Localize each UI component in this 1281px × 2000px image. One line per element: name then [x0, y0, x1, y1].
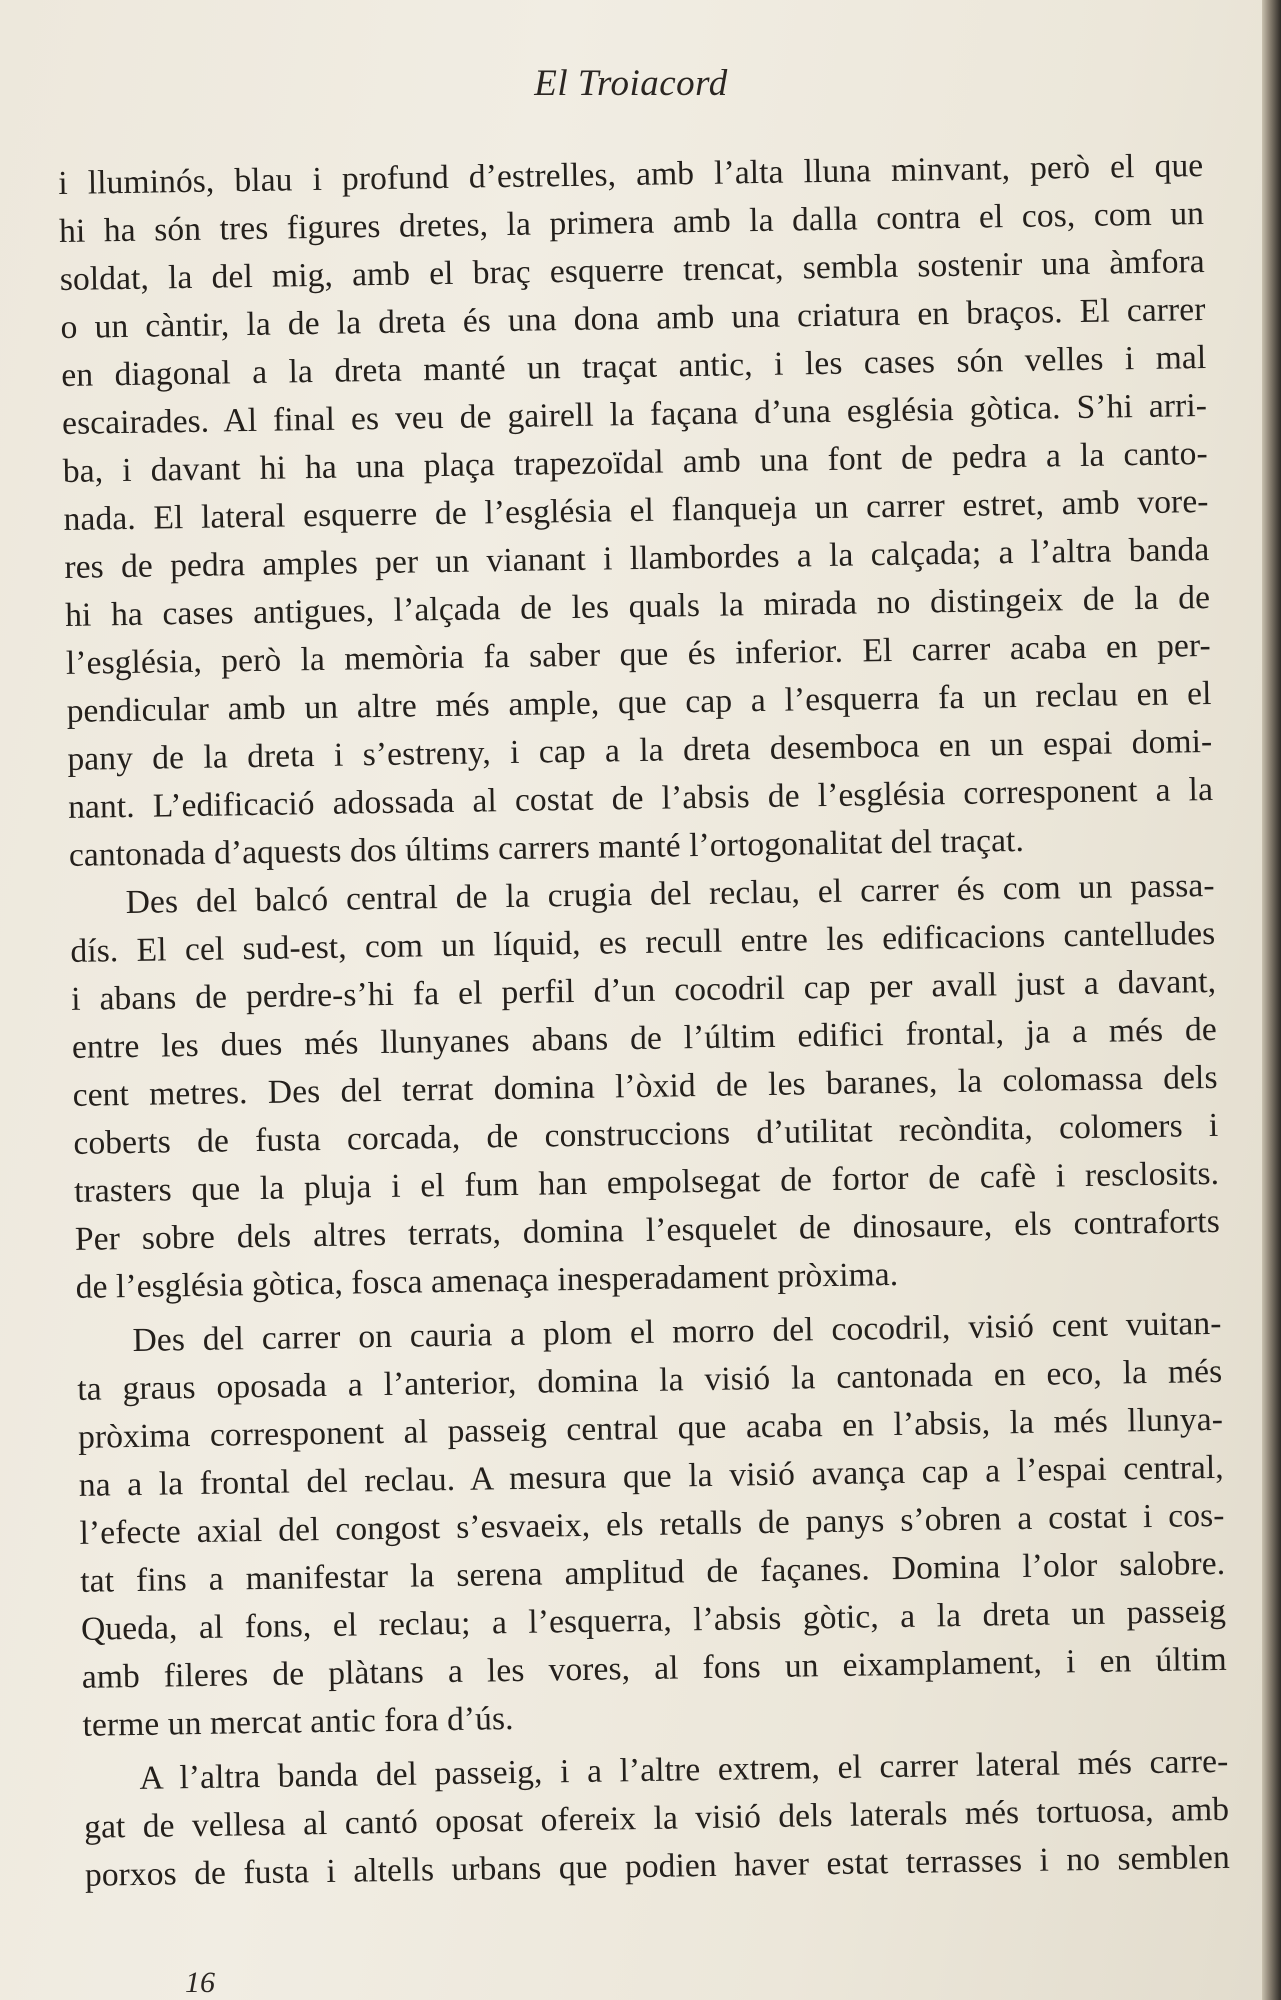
- running-head: El Troiacord: [534, 63, 728, 104]
- text-line: dís. El cel sud-est, com un líquid, es recull entre les edificacions cantelludes: [70, 914, 1216, 970]
- text-line: porxos de fusta i altells urbans que podien haver estat terrasses i no semblen: [84, 1838, 1231, 1894]
- text-line: l’església, però la memòria fa saber que és inferior. El carrer acaba en per-: [65, 626, 1212, 682]
- text-line: terme un mercat antic fora d’ús.: [82, 1700, 514, 1744]
- text-line: nada. El lateral esquerre de l’església el flanqueja un carrer estret, amb vore-: [63, 482, 1209, 538]
- text-line: entre les dues més llunyanes abans de l’últim edifici frontal, ja a més de: [71, 1010, 1218, 1066]
- text-line: ta graus oposada a l’anterior, domina la visió la cantonada en eco, la més: [77, 1352, 1223, 1408]
- text-line: Queda, al fons, el reclau; a l’esquerra, l’absis gòtic, a la dreta un passeig: [80, 1592, 1227, 1648]
- text-line: amb fileres de plàtans a les vores, al fons un eixamplament, i en últim: [81, 1640, 1227, 1696]
- text-line: pany de la dreta i s’estreny, i cap a la dreta desemboca en un espai domi-: [67, 722, 1213, 778]
- text-line: nant. L’edificació adossada al costat de l’absis de l’església corresponent a la: [67, 770, 1214, 826]
- text-line: Des del balcó central de la crugia del reclau, el carrer és com un passa-: [125, 866, 1215, 922]
- text-line: gat de vellesa al cantó oposat ofereix la visió dels laterals més tortuosa, amb: [83, 1790, 1230, 1846]
- text-line: i abans de perdre-s’hi fa el perfil d’un cocodril cap per avall just a davant,: [70, 962, 1217, 1018]
- text-line: de l’església gòtica, fosca amenaça inesperadament pròxima.: [75, 1255, 899, 1306]
- text-line: i lluminós, blau i profund d’estrelles, amb l’alta lluna minvant, però el que: [58, 147, 1204, 202]
- body-text: [58, 142, 1230, 1900]
- text-line: l’efecte axial del congost s’esvaeix, els retalls de panys s’obren a costat i cos-: [79, 1496, 1225, 1552]
- text-line: Des del carrer on cauria a plom el morro del cocodril, visió cent vuitan-: [132, 1304, 1222, 1359]
- text-line: res de pedra amples per un vianant i llambordes a la calçada; a l’altra banda: [64, 530, 1210, 586]
- text-line: tat fins a manifestar la serena amplitud de façanes. Domina l’olor salobre.: [80, 1544, 1226, 1600]
- page-number: 16: [185, 1966, 215, 1999]
- text-line: na a la frontal del reclau. A mesura que la visió avança cap a l’espai central,: [78, 1448, 1224, 1504]
- text-line: pendicular amb un altre més ample, que cap a l’esquerra fa un reclau en el: [66, 674, 1212, 730]
- text-line: pròxima corresponent al passeig central que acaba en l’absis, la més llunya-: [77, 1400, 1224, 1456]
- text-line: cantonada d’aquests dos últims carrers manté l’ortogonalitat del traçat.: [68, 821, 1025, 874]
- text-line: hi ha cases antigues, l’alçada de les quals la mirada no distingeix de la de: [64, 578, 1211, 634]
- text-line: A l’altra banda del passeig, i a l’altre extrem, el carrer lateral més carre-: [139, 1742, 1229, 1797]
- text-line: ba, i davant hi ha una plaça trapezoïdal amb una font de pedra a la canto-: [62, 434, 1209, 490]
- text-line: trasters que la pluja i el fum han empolsegat de fortor de cafè i resclosits.: [73, 1154, 1220, 1210]
- text-line: coberts de fusta corcada, de construccions d’utilitat recòndita, colomers i: [73, 1106, 1219, 1162]
- text-line: escairades. Al final es veu de gairell la façana d’una església gòtica. S’hi arri-: [61, 386, 1208, 442]
- page-edge-shadow: [1262, 0, 1281, 2000]
- text-line: Per sobre dels altres terrats, domina l’esquelet de dinosaure, els contraforts: [74, 1202, 1221, 1258]
- text-line: soldat, la del mig, amb el braç esquerre trencat, sembla sostenir una àmfora: [59, 243, 1206, 298]
- text-line: cent metres. Des del terrat domina l’òxid de les baranes, la colomassa dels: [72, 1058, 1218, 1114]
- text-line: en diagonal a la dreta manté un traçat antic, i les cases són velles i mal: [61, 338, 1207, 394]
- text-line: o un càntir, la de la dreta és una dona amb una criatura en braços. El carrer: [60, 290, 1206, 346]
- text-line: hi ha són tres figures dretes, la primera amb la dalla contra el cos, com un: [58, 195, 1205, 250]
